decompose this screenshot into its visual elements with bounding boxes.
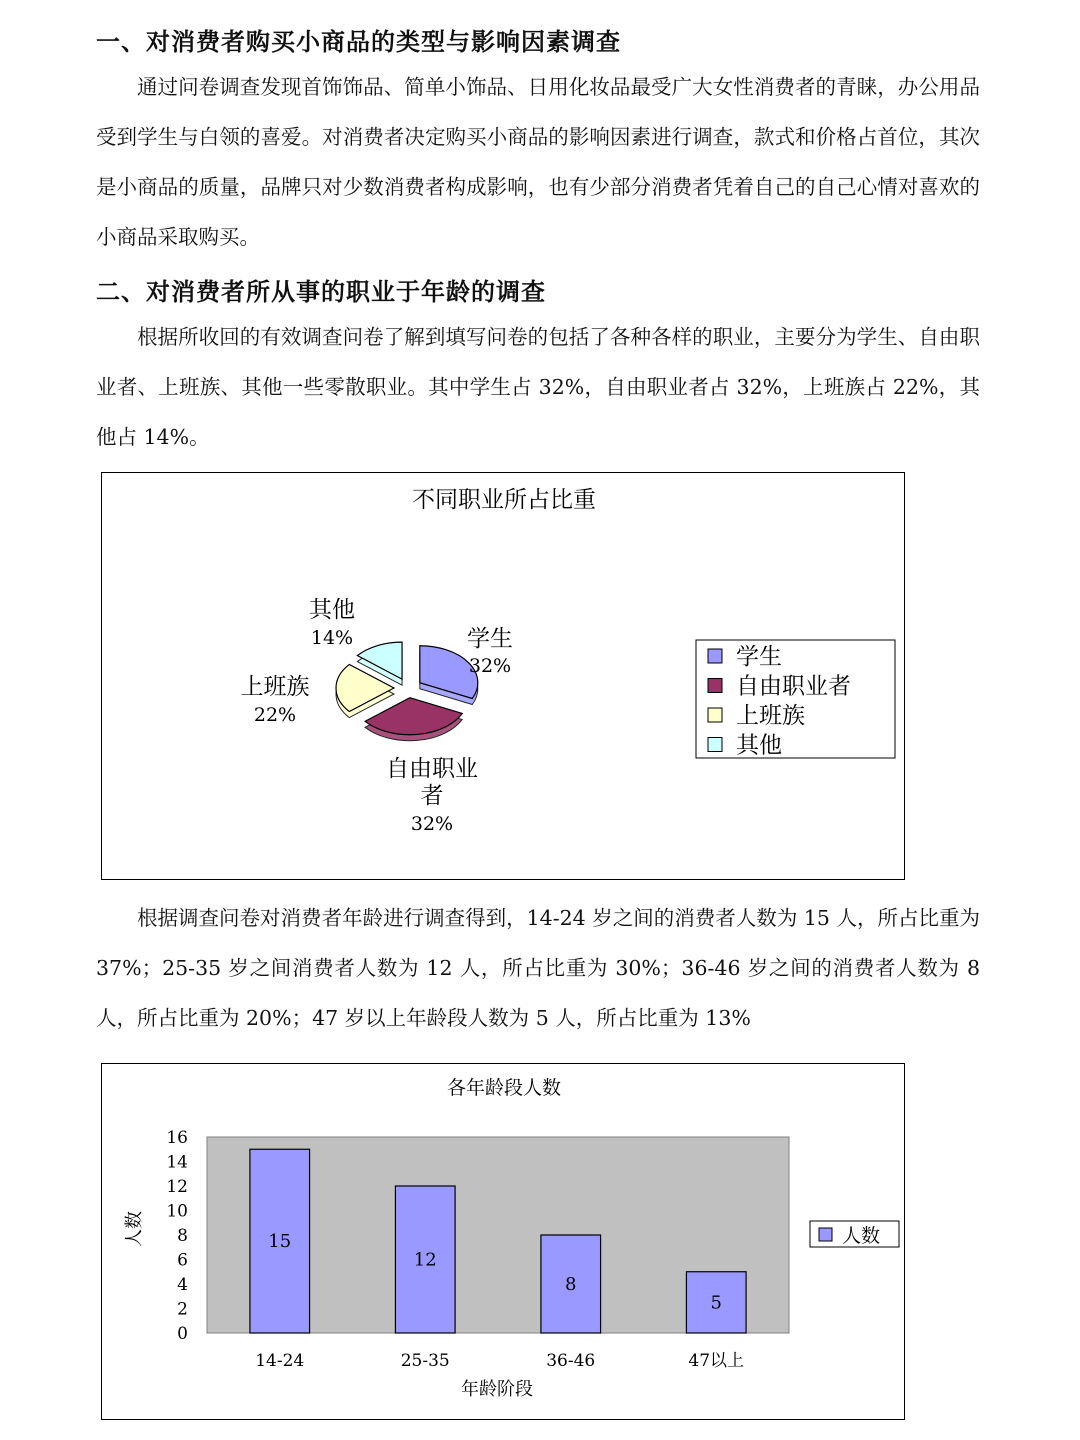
- section1-heading: 一、对消费者购买小商品的类型与影响因素调查: [96, 28, 621, 56]
- bar-value-label-3: 8: [565, 1274, 577, 1295]
- bar-x-tick-label-3: 36-46: [546, 1351, 596, 1371]
- pie-label-name-1: 学生: [467, 626, 513, 652]
- pie-chart-svg: [102, 473, 903, 878]
- bar-y-tick-label: 0: [177, 1324, 188, 1344]
- pie-chart-title: 不同职业所占比重: [412, 487, 596, 513]
- bar-y-tick-label: 14: [166, 1152, 188, 1173]
- bar-y-tick-label: 16: [166, 1128, 188, 1148]
- pie-label-name-4: 其他: [309, 597, 355, 623]
- pie-label-name-2: 自由职业: [386, 756, 478, 782]
- section2-heading: 二、对消费者所从事的职业于年龄的调查: [96, 278, 546, 306]
- pie-legend-label-4: 其他: [736, 732, 782, 759]
- bar-x-tick-label-1: 14-24: [255, 1351, 305, 1371]
- bar-y-tick-label: 2: [177, 1299, 188, 1320]
- pie-legend-label-1: 学生: [736, 644, 782, 670]
- pie-legend-swatch-4: [708, 738, 722, 752]
- pie-label-value-1: 32%: [468, 655, 512, 677]
- bar-x-axis-label: 年龄阶段: [461, 1379, 533, 1400]
- pie-legend-swatch-2: [708, 679, 722, 693]
- pie-legend-swatch-3: [708, 708, 722, 722]
- pie-legend-label-2: 自由职业者: [736, 673, 851, 700]
- occupation-pie-chart: [101, 472, 905, 880]
- bar-y-tick-label: 4: [177, 1275, 188, 1295]
- pie-legend-swatch-1: [708, 649, 722, 663]
- bar-y-tick-label: 12: [166, 1177, 188, 1197]
- bar-value-label-1: 15: [268, 1231, 292, 1253]
- bar-value-label-4: 5: [710, 1292, 722, 1314]
- bar-chart-svg: [102, 1064, 903, 1418]
- age-bar-chart: [101, 1063, 905, 1420]
- bar-y-tick-label: 8: [177, 1226, 188, 1246]
- bar-legend-swatch: [819, 1228, 832, 1241]
- bar-x-tick-label-4: 47以上: [688, 1351, 745, 1371]
- pie-legend: [696, 640, 895, 759]
- bar-legend: [810, 1221, 899, 1247]
- pie-label-value-2: 32%: [410, 813, 454, 835]
- pie-label-value-4: 14%: [310, 627, 354, 649]
- pie-label-name-2: 者: [420, 783, 444, 809]
- bar-y-axis-label: 人数: [124, 1211, 145, 1247]
- section1-paragraph: 通过问卷调查发现首饰饰品、简单小饰品、日用化妆品最受广大女性消费者的青睐，办公用品受到学生与白领的喜爱。对消费者决定购买小商品的影响因素进行调查，款式和价格占首位，其次是小商品的质量，品牌只对少数消费者构成影响，也有少部分消费者凭着自己的自己心情对喜欢的小商品采取购买。: [96, 75, 980, 249]
- pie-label-value-3: 22%: [253, 704, 297, 726]
- bar-legend-label: 人数: [842, 1225, 881, 1247]
- bar-y-tick-label: 10: [166, 1201, 188, 1222]
- pie-label-name-3: 上班族: [240, 674, 310, 700]
- bar-x-tick-label-2: 25-35: [400, 1351, 450, 1371]
- section2-paragraph-occupation: 根据所收回的有效调查问卷了解到填写问卷的包括了各种各样的职业，主要分为学生、自由职业者、上班族、其他一些零散职业。其中学生占 32%，自由职业者占 32%，上班族占 22%，其他占 14%。: [96, 325, 980, 449]
- pie-legend-label-3: 上班族: [736, 703, 805, 729]
- section2-paragraph-age: 根据调查问卷对消费者年龄进行调查得到，14-24 岁之间的消费者人数为 15 人，所占比重为 37%；25-35 岁之间消费者人数为 12 人，所占比重为 30%；36-46 岁之间的消费者人数为 8 人，所占比重为 20%；47 岁以上年龄段人数为 5 人，所占比重为 13%: [96, 906, 980, 1030]
- bar-y-tick-label: 6: [177, 1250, 188, 1271]
- bar-value-label-2: 12: [413, 1249, 437, 1271]
- bar-chart-title: 各年龄段人数: [446, 1077, 562, 1099]
